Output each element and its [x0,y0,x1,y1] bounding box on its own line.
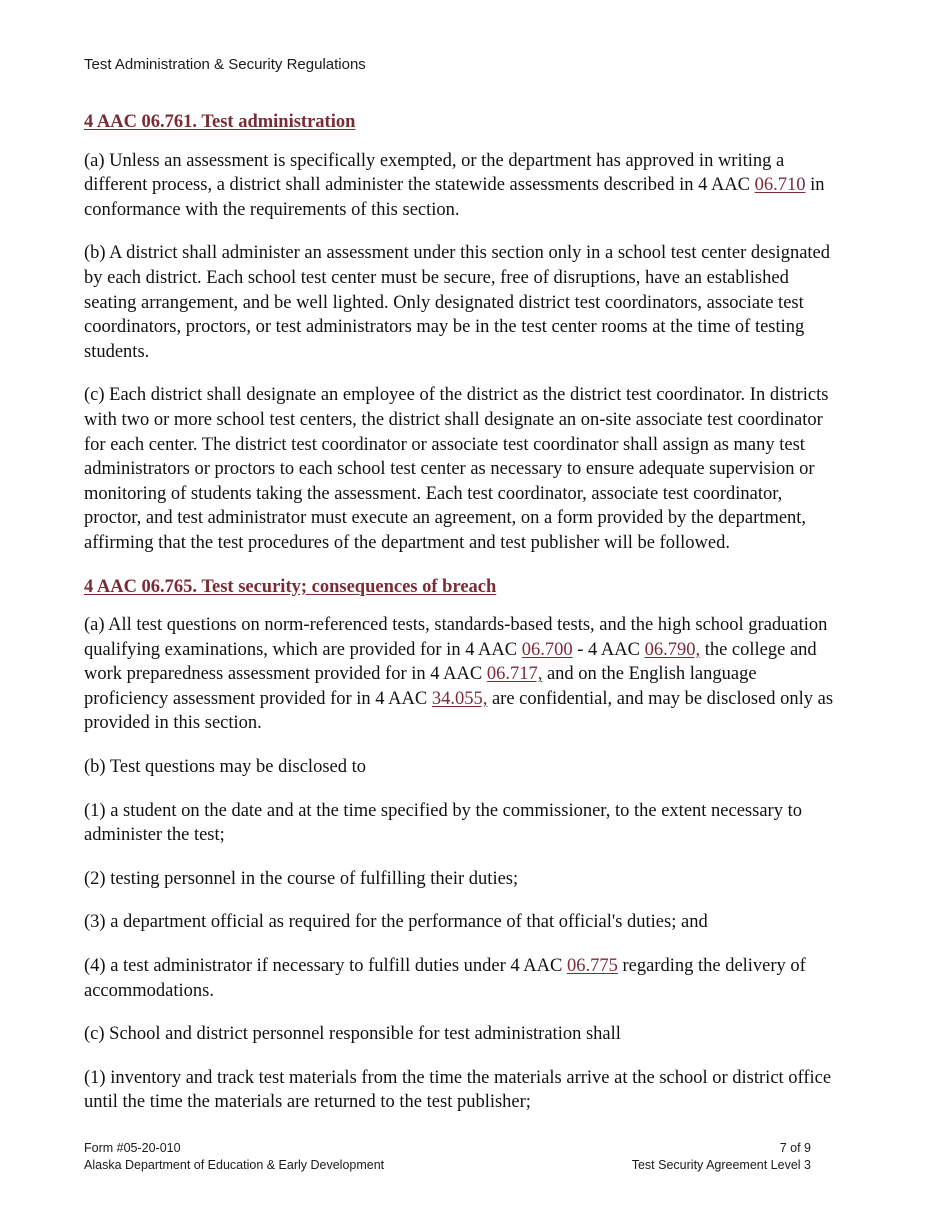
paragraph-text: in conformance with the requirements of this section. [84,175,825,220]
paragraph-text: regarding the delivery of accommodations. [84,956,806,1001]
section-heading-test-security[interactable]: 4 AAC 06.765. Test security; consequences of breach [84,576,497,597]
document-body [84,110,844,1134]
list-item [84,954,844,1003]
page-header: Test Administration & Security Regulations [84,56,366,73]
reference-link[interactable]: 06.775 [566,956,618,977]
paragraph-b: (b) A district shall administer an assessment under this section only in a school test center designated by each district. Each school test center must be secure, free of disruptions, have an established seating arrangement, and be well lighted. Only designated district test coordinators, associate test coordinators, proctors, or test administrators may be in the test center rooms at the time of testing students. [84,243,831,362]
department-name: Alaska Department of Education & Early Development [84,1158,385,1172]
paragraph-text: (a) Unless an assessment is specifically exempted, or the department has approved in writing a different process, a district shall administer the statewide assessments described in 4 AAC [84,150,785,196]
list-item: (1) inventory and track test materials from the time the materials arrive at the school or district office until the time the materials are returned to the test publisher; [84,1067,832,1113]
list-item: (3) a department official as required for the performance of that official's duties; and [84,912,708,933]
paragraph-a [84,149,844,223]
paragraph-text: - 4 AAC [572,639,645,660]
reference-link[interactable]: 34.055, [431,688,488,709]
paragraph-text: (a) All test questions on norm-referenced tests, standards-based tests, and the high school graduation qualifying examinations, which are provided for in 4 AAC [84,615,828,660]
paragraph-a [84,613,844,736]
paragraph-text: and on the English language proficiency assessment provided for in 4 AAC [84,664,757,709]
paragraph-b: (b) Test questions may be disclosed to [84,757,366,778]
list-item: (2) testing personnel in the course of fulfilling their duties; [84,868,519,889]
page-footer [84,1140,811,1174]
paragraph-c: (c) School and district personnel responsible for test administration shall [84,1024,621,1045]
reference-link[interactable]: 06.717, [486,664,543,685]
page-number: 7 of 9 [779,1141,811,1155]
paragraph-text: (4) a test administrator if necessary to fulfill duties under 4 AAC [84,956,567,977]
reference-link[interactable]: 06.790, [644,639,701,660]
document-title: Test Security Agreement Level 3 [631,1158,811,1172]
paragraph-text: the college and work preparedness assessment provided for in 4 AAC [84,639,817,685]
section-heading-test-administration[interactable]: 4 AAC 06.761. Test administration [84,112,356,132]
list-item: (1) a student on the date and at the time specified by the commissioner, to the extent necessary to administer the test; [84,800,802,846]
paragraph-text: are confidential, and may be disclosed only as provided in this section. [84,688,834,734]
paragraph-c: (c) Each district shall designate an employee of the district as the district test coordinator. In districts with two or more school test centers, the district shall designate an on-site associate test coordinator for each center. The district test coordinator or associate test coordinator shall assign as many test administrators or proctors to each school test center as necessary to ensure adequate supervision or monitoring of students taking the assessment. Each test coordinator, associate test coordinator, proctor, and test administrator must execute an agreement, on a form provided by the department, affirming that the test procedures of the department and test publisher will be followed. [84,385,829,553]
reference-link[interactable]: 06.700 [521,639,573,660]
reference-link[interactable]: 06.710 [754,175,806,196]
form-number: Form #05-20-010 [84,1141,181,1155]
